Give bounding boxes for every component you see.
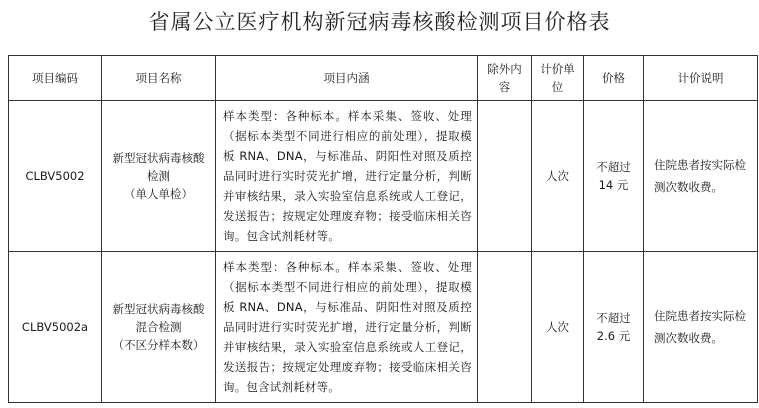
cell-price-line2: 2.6 元 bbox=[596, 329, 631, 343]
cell-price bbox=[584, 252, 644, 403]
table-header-row bbox=[9, 56, 758, 101]
cell-note: 住院患者按实际检测次数收费。 bbox=[644, 252, 758, 403]
cell-price-line1: 不超过 bbox=[596, 311, 631, 325]
cell-excluded bbox=[478, 101, 532, 252]
cell-name-line2: 混合检测 bbox=[135, 320, 182, 334]
cell-name-line3: （不区分样本数） bbox=[112, 338, 205, 352]
header-content: 项目内涵 bbox=[216, 56, 478, 101]
cell-price bbox=[584, 101, 644, 252]
cell-name bbox=[102, 252, 216, 403]
table-row bbox=[9, 101, 758, 252]
header-name: 项目名称 bbox=[102, 56, 216, 101]
price-table bbox=[8, 55, 758, 403]
cell-name-line3: （单人单检） bbox=[124, 187, 193, 201]
header-price: 价格 bbox=[584, 56, 644, 101]
cell-name-line1: 新型冠状病毒核酸 bbox=[112, 151, 205, 165]
cell-code: CLBV5002 bbox=[9, 101, 102, 252]
table-row bbox=[9, 252, 758, 403]
header-excluded bbox=[478, 56, 532, 101]
cell-price-line1: 不超过 bbox=[596, 160, 631, 174]
cell-name-line1: 新型冠状病毒核酸 bbox=[112, 302, 205, 316]
header-code: 项目编码 bbox=[9, 56, 102, 101]
header-unit-label: 计价单位 bbox=[540, 62, 575, 94]
cell-unit: 人次 bbox=[532, 101, 584, 252]
cell-excluded bbox=[478, 252, 532, 403]
cell-content: 样本类型：各种标本。样本采集、签收、处理（据标本类型不同进行相应的前处理），提取模板 RNA、DNA，与标准品、阴阳性对照及质控品同时进行实时荧光扩增，进行定量分析，判断并审核结果，录入实验室信息系统或人工登记，发送报告；按规定处理废弃物；接受临床相关咨询。包含试剂耗材等。 bbox=[216, 101, 478, 252]
cell-content: 样本类型：各种标本。样本采集、签收、处理（据标本类型不同进行相应的前处理），提取模板 RNA、DNA，与标准品、阴阳性对照及质控品同时进行实时荧光扩增，进行定量分析，判断并审核结果，录入实验室信息系统或人工登记，发送报告；按规定处理废弃物；接受临床相关咨询。包含试剂耗材等。 bbox=[216, 252, 478, 403]
document-title: 省属公立医疗机构新冠病毒核酸检测项目价格表 bbox=[148, 10, 611, 34]
cell-name bbox=[102, 101, 216, 252]
cell-unit: 人次 bbox=[532, 252, 584, 403]
cell-code: CLBV5002a bbox=[9, 252, 102, 403]
cell-note: 住院患者按实际检测次数收费。 bbox=[644, 101, 758, 252]
header-note: 计价说明 bbox=[644, 56, 758, 101]
cell-name-line2: 检测 bbox=[147, 169, 170, 183]
header-excluded-label: 除外内容 bbox=[487, 62, 522, 94]
cell-price-line2: 14 元 bbox=[598, 178, 629, 192]
header-unit bbox=[532, 56, 584, 101]
